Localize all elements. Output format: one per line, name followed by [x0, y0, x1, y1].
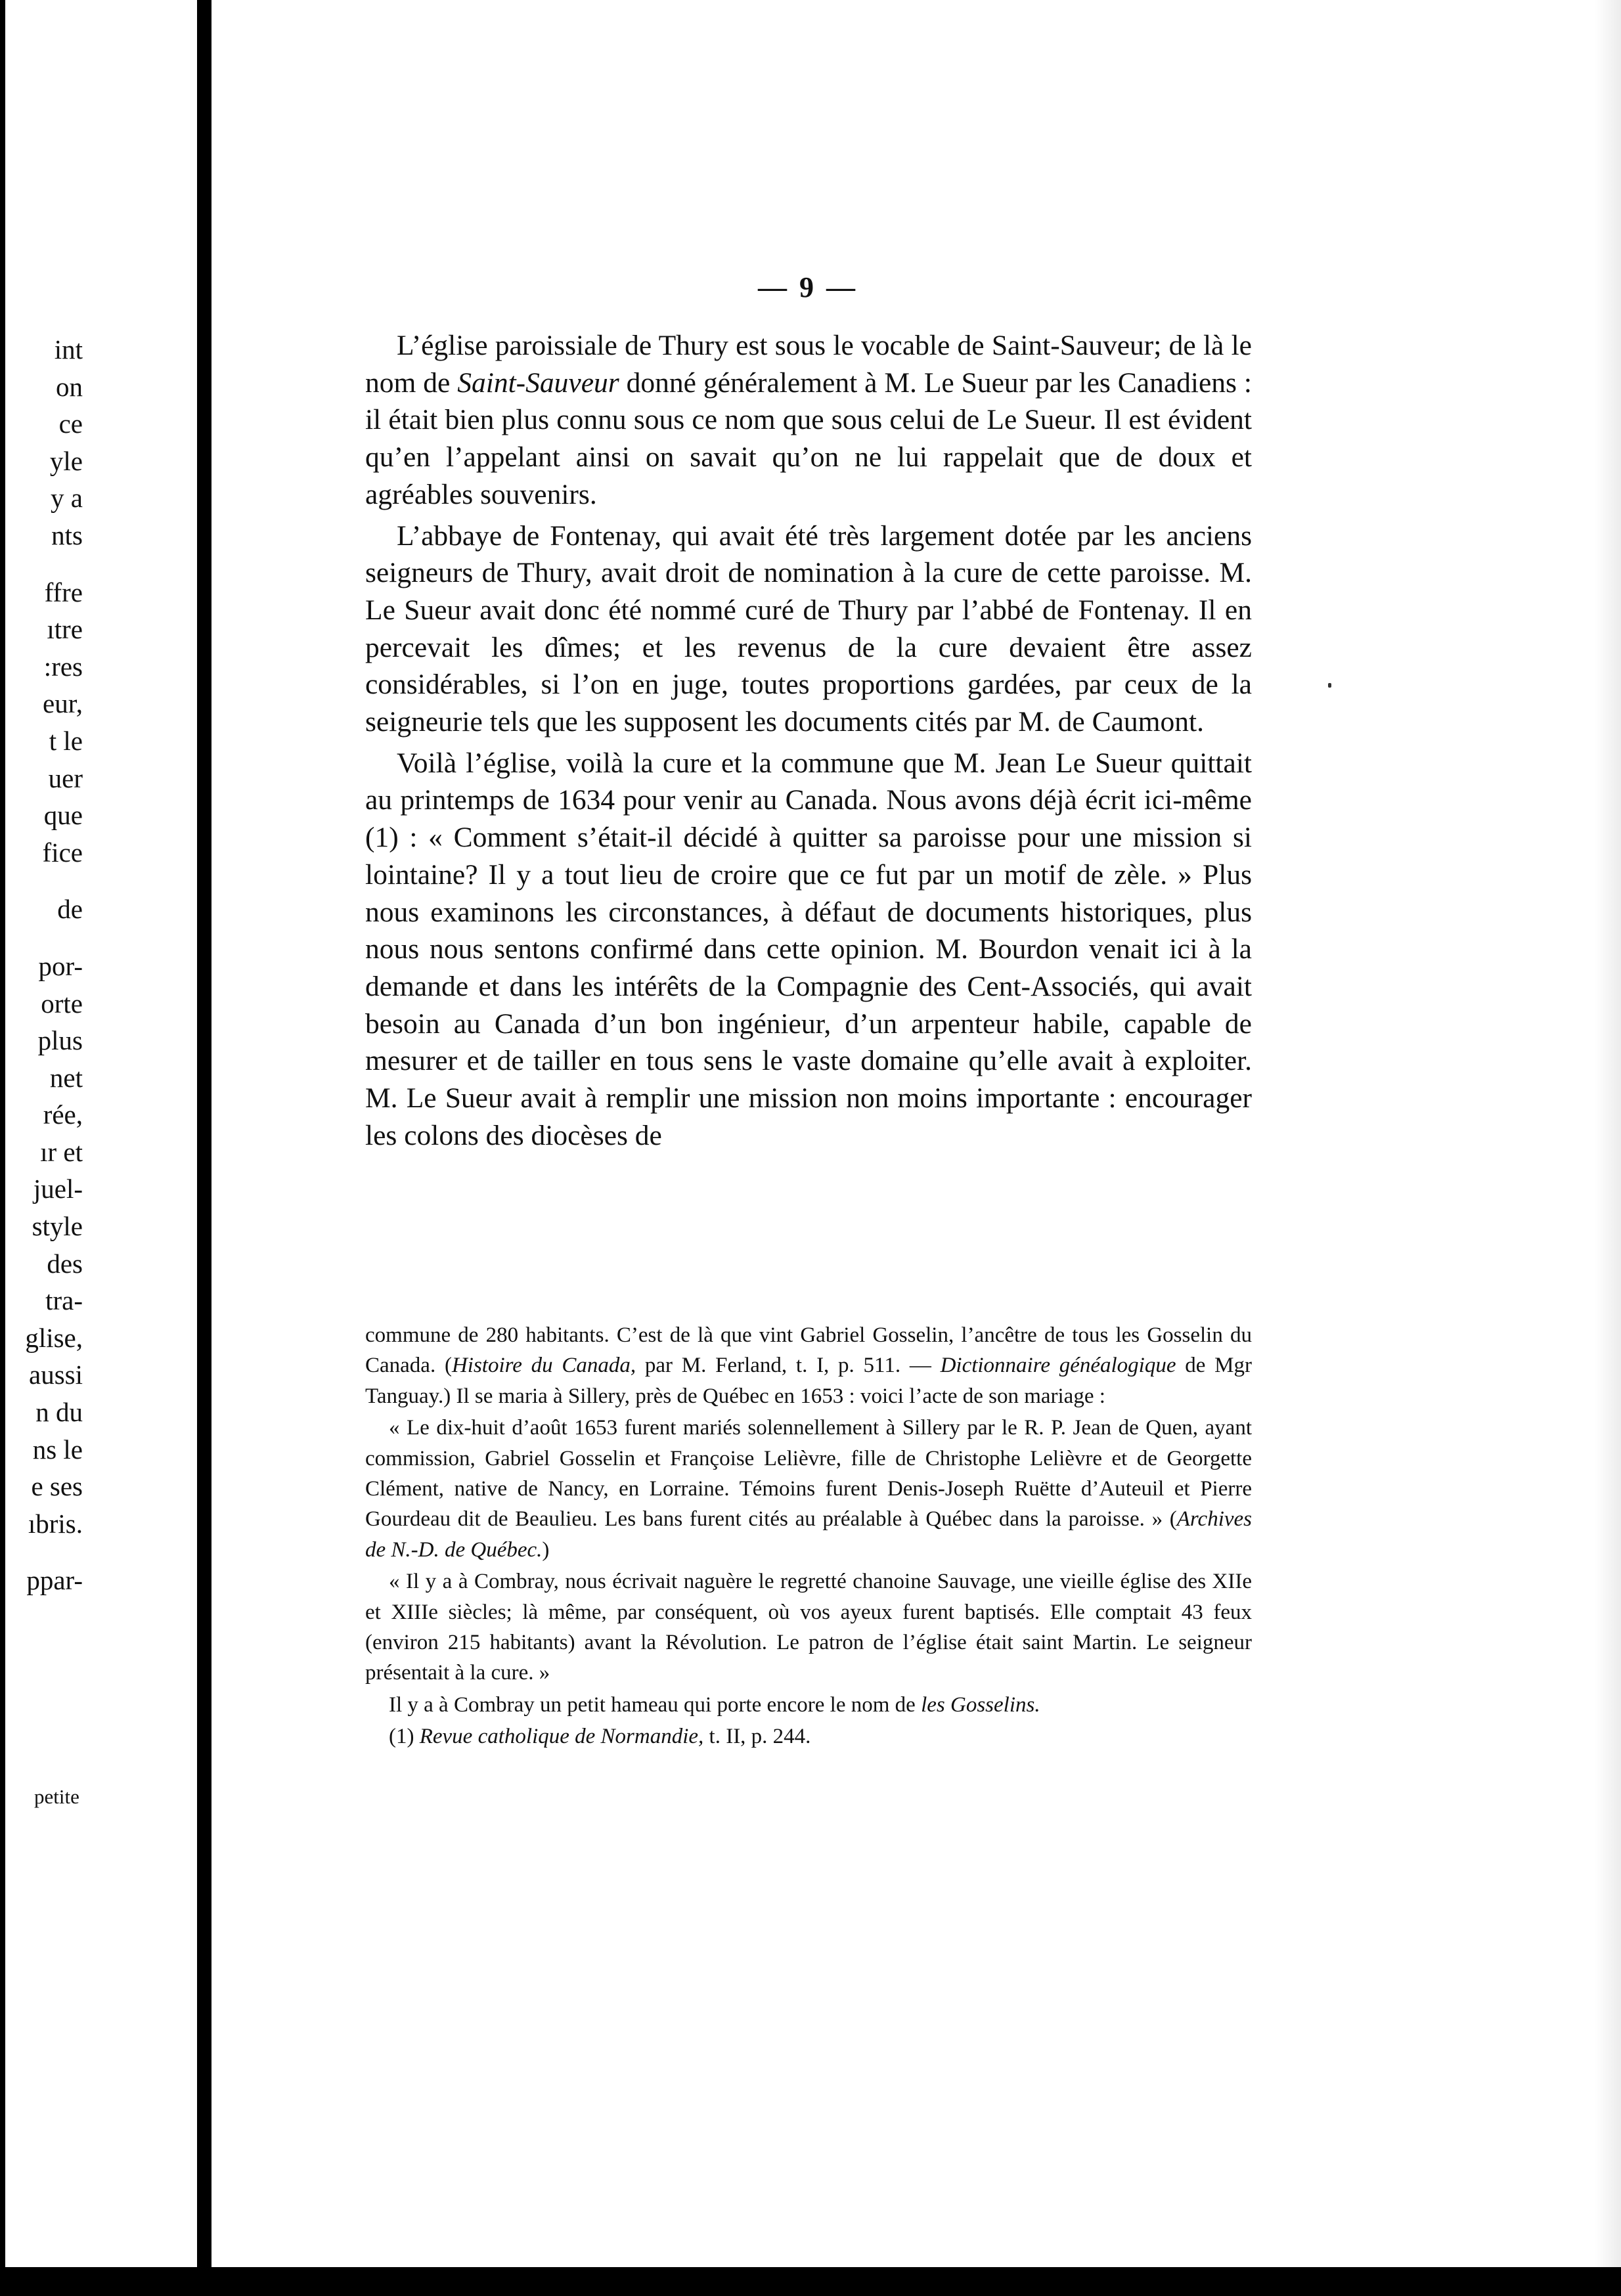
left-fragment-line: style	[32, 1211, 83, 1242]
left-fragment-line: ıbris.	[28, 1508, 83, 1539]
left-fragment-line	[0, 871, 83, 891]
book-gutter	[197, 0, 211, 2296]
left-fragment-line: ıtre	[47, 614, 83, 645]
left-fragment-line: uer	[48, 762, 83, 793]
left-fragment-line: ns le	[32, 1434, 83, 1465]
left-fragment-line: net	[49, 1062, 83, 1093]
scan-speck	[1328, 683, 1331, 688]
footnotes	[365, 1320, 1252, 1752]
paragraph-3: Voilà l’église, voilà la cure et la commune que M. Jean Le Sueur quittait au printemps de 1634 pour venir au Canada. Nous avons déjà écrit ici-même (1) : « Comment s’était-il décidé à quitter sa paroisse pour une mission si lointaine? Il y a tout lieu de croire que ce fut par un motif de zèle. » Plus nous examinons les circonstances, à défaut de documents historiques, plus nous nous sentons confirmé dans cette opinion. M. Bourdon venait ici à la demande et dans les intérêts de la Compagnie des Cent-Associés, qui avait besoin au Canada d’un bon ingénieur, d’un arpenteur habile, capable de mesurer et de tailler en tous sens le vaste domaine qu’elle avait à exploiter. M. Le Sueur avait à remplir une mission non moins importante : encourager les colons des diocèses de	[365, 747, 1252, 1151]
footnote-marriage-act: « Le dix-huit d’août 1653 furent mariés solennellement à Sillery par le R. P. Jean de Quen, ayant commission, Gabriel Gosselin et Françoise Lelièvre, fille de Christophe Lelièvre et de Georgette Clément, native de Nancy, en Lorraine. Témoins furent Denis-Joseph Ruëtte d’Auteuil et Pierre Gourdeau dit de Beaulieu. Les bans furent cités au préalable à Québec dans la paroisse. » (Archives de N.-D. de Québec.)	[365, 1416, 1252, 1562]
left-fragment-line: y a	[51, 483, 83, 514]
left-fragment-line: ır et	[40, 1136, 83, 1167]
left-fragment-line: eur,	[43, 688, 83, 719]
left-fragment-line: glise,	[25, 1322, 83, 1353]
left-fragment-line: nts	[51, 519, 83, 550]
footnote-1: (1) Revue catholique de Normandie, t. II, p. 244.	[389, 1725, 811, 1749]
footnote-combray-quote: « Il y a à Combray, nous écrivait naguère le regretté chanoine Sauvage, une vieille église des XIIe et XIIIe siècles; là même, par conséquent, où vos ayeux furent baptisés. Elle comptait 43 feux (environ 215 habitants) avant la Révolution. Le patron de l’église était saint Martin. Le seigneur présentait à la cure. »	[365, 1570, 1252, 1685]
left-fragment-line: ce	[58, 408, 83, 439]
left-page-bottom-fragment: petite	[34, 1785, 79, 1808]
main-body-text	[365, 327, 1252, 1154]
left-fragment-line: ppar-	[26, 1565, 83, 1596]
footnote-continuation: commune de 280 habitants. C’est de là que vint Gabriel Gosselin, l’ancêtre de tous les Gosselin du Canada. (Histoire du Canada, par M. Ferland, t. I, p. 511. — Dictionnaire généalogique de Mgr Tanguay.) Il se maria à Sillery, près de Québec en 1653 : voici l’acte de son mariage :	[365, 1323, 1252, 1408]
left-fragment-line: :res	[43, 651, 83, 682]
left-fragment-line: des	[47, 1248, 83, 1279]
left-fragment-line: plus	[37, 1025, 83, 1056]
left-fragment-line: yle	[49, 445, 83, 476]
left-fragment-line: orte	[41, 988, 83, 1019]
page-number: — 9 —	[758, 271, 858, 303]
footnote-gosselins-hamlet: Il y a à Combray un petit hameau qui porte encore le nom de les Gosselins.	[389, 1692, 1040, 1717]
left-fragment-line: e ses	[31, 1471, 83, 1502]
left-page-fragments	[0, 331, 83, 1599]
left-page-margin	[0, 0, 197, 2296]
page-edge-shadow	[1595, 0, 1621, 2296]
left-fragment-line	[0, 554, 83, 574]
left-fragment-line: aussi	[29, 1359, 83, 1390]
left-fragment-line: juel-	[33, 1174, 83, 1204]
left-fragment-line: ffre	[44, 577, 83, 607]
left-fragment-line: t le	[49, 725, 83, 756]
paragraph-2: L’abbaye de Fontenay, qui avait été très largement dotée par les anciens seigneurs de Thury, avait droit de nomination à la cure de cette paroisse. M. Le Sueur avait donc été nommé curé de Thury par l’abbé de Fontenay. Il en percevait les dîmes; et les revenus de la cure devaient être assez considérables, si l’on en juge, toutes proportions gardées, par ceux de la seigneurie tels que les supposent les documents cités par M. de Caumont.	[365, 519, 1252, 738]
left-fragment-line: fice	[42, 837, 83, 868]
left-fragment-line: n du	[35, 1397, 83, 1428]
left-fragment-line: por-	[38, 950, 83, 981]
left-fragment-line: on	[56, 371, 83, 402]
left-fragment-line	[0, 928, 83, 948]
left-fragment-line: que	[43, 800, 83, 831]
left-fragment-line: int	[54, 334, 83, 364]
paragraph-1: L’église paroissiale de Thury est sous le vocable de Saint-Sauveur; de là le nom de Saint-Sauveur donné généralement à M. Le Sueur par les Canadiens : il était bien plus connu sous ce nom que sous celui de Le Sueur. Il est évident qu’en l’appelant ainsi on savait qu’on ne lui rappelait que de doux et agréables souvenirs.	[365, 330, 1252, 510]
left-fragment-line: rée,	[43, 1099, 83, 1130]
left-fragment-line	[0, 1542, 83, 1562]
left-fragment-line: tra-	[45, 1285, 83, 1316]
bottom-scan-edge	[0, 2267, 1621, 2296]
left-fragment-line: de	[57, 894, 83, 925]
